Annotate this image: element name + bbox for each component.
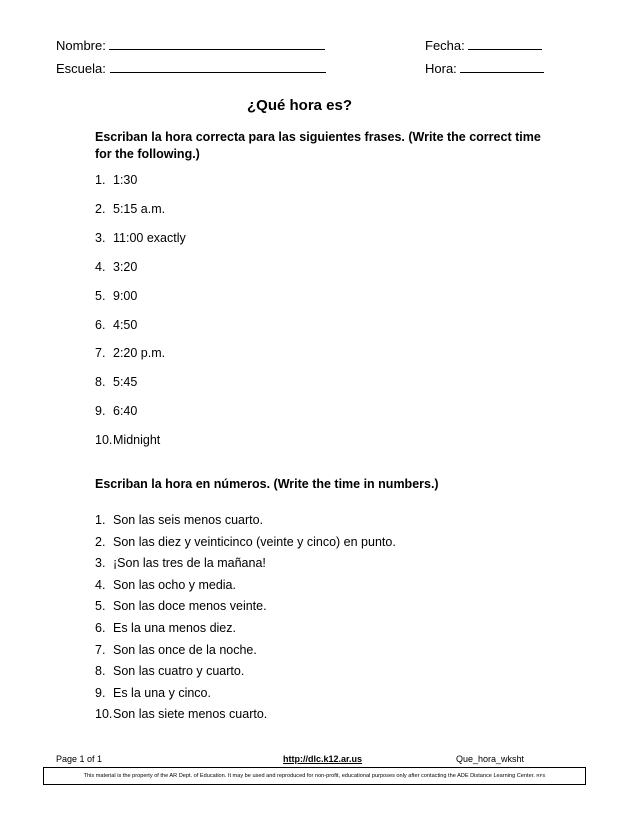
footer-url[interactable]: http://dlc.k12.ar.us: [283, 754, 363, 764]
list-item: 10.Midnight: [95, 433, 161, 447]
name-blank: [109, 37, 325, 50]
date-field: [425, 37, 542, 53]
list-item: 9. Es la una y cinco.: [95, 686, 211, 700]
list-item: 7. Son las once de la noche.: [95, 643, 257, 657]
name-label: Nombre:: [56, 38, 106, 53]
list-item: 3. 11:00 exactly: [95, 231, 186, 245]
notice-text: This material is the property of the AR Dept. of Education. It may be used and reproduced for non-profit, educational purposes only after contacting the ADE Distance Learning Center.: [83, 773, 535, 779]
list-item: 5. Son las doce menos veinte.: [95, 599, 267, 613]
footer-page-number: Page 1 of 1: [56, 754, 103, 764]
section1-instruction-line1: Escriban la hora correcta para las siguientes frases. (Write the correct time: [95, 130, 541, 144]
page-title: ¿Qué hora es?: [247, 97, 353, 114]
list-item: 1. Son las seis menos cuarto.: [95, 513, 264, 527]
list-item: 4. Son las ocho y media.: [95, 578, 236, 592]
hour-label: Hora:: [425, 61, 457, 76]
list-item: 2. 5:15 a.m.: [95, 202, 166, 216]
section1-instruction: [95, 129, 565, 163]
list-item: 9. 6:40: [95, 404, 138, 418]
list-item: 3. ¡Son las tres de la mañana!: [95, 556, 266, 570]
list-item: 6. 4:50: [95, 318, 138, 332]
notice-initials: RFS: [536, 773, 546, 778]
hour-blank: [460, 60, 544, 73]
list-item: 5. 9:00: [95, 289, 138, 303]
date-blank: [468, 37, 542, 50]
list-item: 6. Es la una menos diez.: [95, 621, 236, 635]
copyright-notice: [43, 767, 586, 785]
school-blank: [110, 60, 326, 73]
list-item: 1. 1:30: [95, 173, 138, 187]
section2-instruction: Escriban la hora en números. (Write the time in numbers.): [95, 477, 439, 491]
school-field: [56, 60, 326, 76]
name-field: [56, 37, 325, 53]
list-item: 2. Son las diez y veinticinco (veinte y cinco) en punto.: [95, 535, 396, 549]
list-item: 8. 5:45: [95, 375, 138, 389]
school-label: Escuela:: [56, 61, 106, 76]
footer-filename: Que_hora_wksht: [456, 754, 525, 764]
section1-instruction-line2: for the following.): [95, 147, 200, 161]
date-label: Fecha:: [425, 38, 465, 53]
list-item: 10.Son las siete menos cuarto.: [95, 707, 268, 721]
list-item: 7. 2:20 p.m.: [95, 346, 166, 360]
hour-field: [425, 60, 544, 76]
list-item: 8. Son las cuatro y cuarto.: [95, 664, 245, 678]
list-item: 4. 3:20: [95, 260, 138, 274]
